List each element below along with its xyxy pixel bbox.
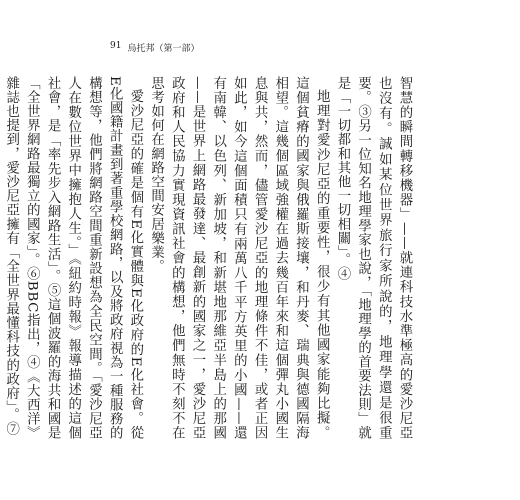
paragraph-3: 愛沙尼亞的確是個有E化實體與E化政府的E化社會。從E化國籍計畫到著重學校網路，以及將政府視為一種服務的構想等，他們將網路空間重新設想為全民空間。「愛沙尼亞人在數位世界中擁抱人生。」《紐約時報》報導描述的這個社會，是「率先步入網路生活」。⑤這個波羅的海共和國是「全世界網路最獨立的國家」。⑥BBC指出，④《大西洋》雜誌也提到，愛沙尼亞擁有「全世界最懂科技的政府」。⑦	[3, 76, 143, 440]
page-number: 91	[110, 41, 122, 51]
paragraph-2: 地理對愛沙尼亞的重要性，很少有其他國家能夠比擬。這個貧瘠的國家與俄羅斯接壤，和丹麥、瑞典與德國隔海相望。這幾個區域強權在過去幾百年來和這個彈丸小國生息與共，然而，儘管愛沙尼亞的地理條件不佳，或者正因如此，如今這個面積只有兩萬八千平方英里的小國——還有南韓、以色列、新加坡，和新堪地那維亞半島上的那國——是世界上網路最發達、最創新的國家之一，愛沙尼亞政府和人民協力實現資訊社會的構想，他們無時不刻不在思考如何在網路空間安居樂業。	[148, 76, 330, 440]
vertical-text-body	[3, 76, 414, 440]
running-header	[110, 41, 199, 54]
running-title: 烏托邦（第一部）	[127, 44, 200, 54]
paragraph-1: 智慧的瞬間轉移機器」——就連科技水準極高的愛沙尼亞也沒有。誠如某位世界旅行家所說的，地理學還是很重要。③另一位知名地理學家也說，「地理學的首要法則」就是「一切都和其他一切相關」。④	[334, 76, 412, 440]
